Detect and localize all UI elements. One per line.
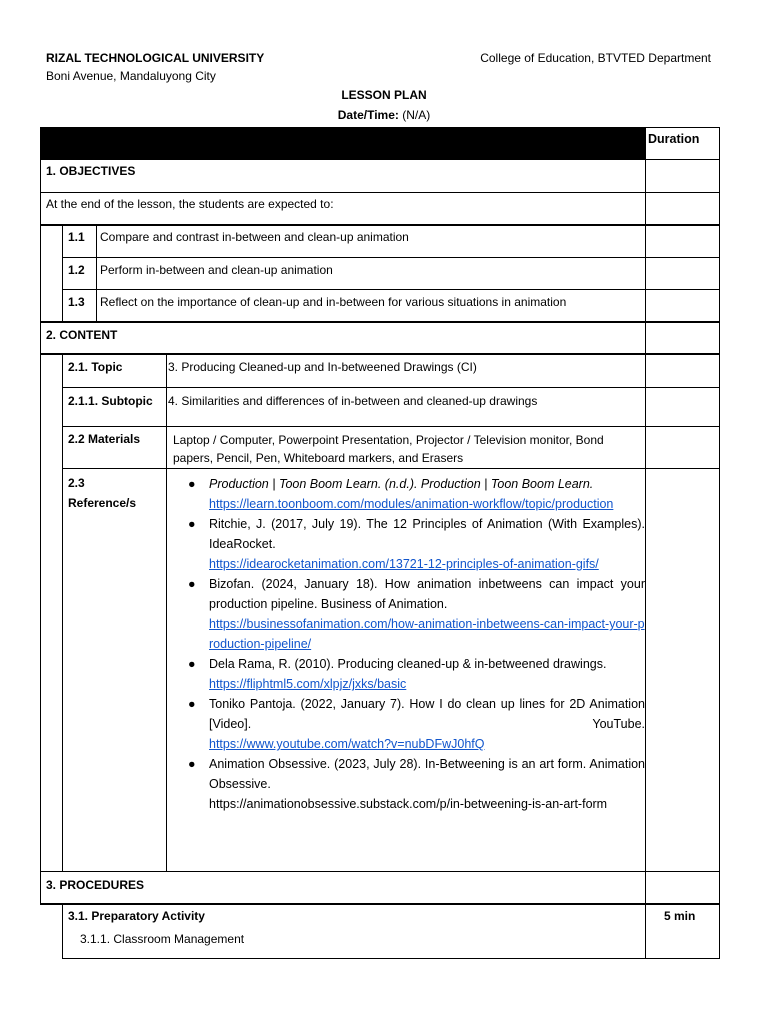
table-border-right xyxy=(719,127,720,959)
row-line xyxy=(62,958,720,959)
procedures-heading: 3. PROCEDURES xyxy=(46,878,145,892)
duration-header: Duration xyxy=(648,132,700,146)
reference-link[interactable]: https://fliphtml5.com/xlpjz/jxks/basic xyxy=(209,677,407,691)
date-label: Date/Time: xyxy=(337,108,399,122)
content-heading: 2. CONTENT xyxy=(46,328,118,342)
column-line xyxy=(62,353,63,871)
row-line xyxy=(62,468,720,469)
reference-item xyxy=(186,474,645,514)
row-line xyxy=(40,353,720,355)
column-line xyxy=(62,903,63,958)
reference-text: Animation Obsessive. (2023, July 28). In-Betweening is an art form. Animation Obsessive. xyxy=(209,757,645,791)
row-line xyxy=(40,192,720,193)
materials-label: 2.2 Materials xyxy=(68,432,141,446)
date-value: (N/A) xyxy=(402,108,431,122)
topic-value: 3. Producing Cleaned-up and In-betweened Drawings (CI) xyxy=(168,360,477,374)
university-name: RIZAL TECHNOLOGICAL UNIVERSITY xyxy=(46,51,265,65)
date-time xyxy=(0,108,768,122)
reference-item xyxy=(186,694,645,754)
reference-item xyxy=(186,514,645,574)
bullet-icon: ● xyxy=(188,697,196,711)
classroom-management: 3.1.1. Classroom Management xyxy=(80,932,245,946)
references-label xyxy=(68,473,136,513)
reference-text: Production | Toon Boom Learn. (n.d.). Production | Toon Boom Learn. xyxy=(209,477,594,491)
objective-number: 1.3 xyxy=(68,295,85,309)
references-label-text: Reference/s xyxy=(68,496,137,510)
duration-column-border xyxy=(645,127,646,959)
preparatory-activity-label: 3.1. Preparatory Activity xyxy=(68,909,205,923)
topic-label: 2.1. Topic xyxy=(68,360,123,374)
row-line xyxy=(62,289,720,290)
objectives-heading: 1. OBJECTIVES xyxy=(46,164,136,178)
bullet-icon: ● xyxy=(188,477,196,491)
objective-text: Perform in-between and clean-up animation xyxy=(100,263,333,277)
reference-text: Toniko Pantoja. (2022, January 7). How I do clean up lines for 2D Animation [Video]. YouTube. xyxy=(209,697,645,731)
preparatory-activity-duration: 5 min xyxy=(664,909,696,923)
reference-text: Bizofan. (2024, January 18). How animation inbetweens can impact your production pipeline. Business of Animation. xyxy=(209,577,645,611)
reference-link[interactable]: https://learn.toonboom.com/modules/animation-workflow/topic/production xyxy=(209,497,614,511)
column-line xyxy=(96,224,97,321)
subtopic-value: 4. Similarities and differences of in-between and cleaned-up drawings xyxy=(168,394,538,408)
table-header-bar xyxy=(41,127,645,159)
column-line xyxy=(62,224,63,321)
bullet-icon: ● xyxy=(188,577,196,591)
reference-item xyxy=(186,654,645,694)
bullet-icon: ● xyxy=(188,657,196,671)
reference-text: Dela Rama, R. (2010). Producing cleaned-up & in-betweened drawings. xyxy=(209,657,607,671)
row-line xyxy=(62,257,720,258)
row-line xyxy=(62,387,720,388)
reference-text: Ritchie, J. (2017, July 19). The 12 Principles of Animation (With Examples). IdeaRocket. xyxy=(209,517,645,551)
objective-number: 1.1 xyxy=(68,230,85,244)
reference-item xyxy=(186,754,645,814)
objective-text: Compare and contrast in-between and clean-up animation xyxy=(100,230,409,244)
materials-value: Laptop / Computer, Powerpoint Presentation, Projector / Television monitor, Bond papers, Pencil, Pen, Whiteboard markers, and Erasers xyxy=(173,433,604,465)
row-line xyxy=(40,871,720,872)
reference-link[interactable]: https://www.youtube.com/watch?v=nubDFwJ0hfQ xyxy=(209,737,485,751)
column-line xyxy=(166,353,167,871)
row-line xyxy=(40,159,720,160)
university-address: Boni Avenue, Mandaluyong City xyxy=(46,69,216,83)
row-line xyxy=(62,426,720,427)
table-border-top xyxy=(40,127,720,128)
table-border-left-2 xyxy=(40,321,41,904)
references-label-number: 2.3 xyxy=(68,476,85,490)
objective-text: Reflect on the importance of clean-up and in-between for various situations in animation xyxy=(100,295,567,309)
lesson-plan-title: LESSON PLAN xyxy=(341,88,427,102)
reference-link[interactable]: https://idearocketanimation.com/13721-12-principles-of-animation-gifs/ xyxy=(209,557,599,571)
row-line xyxy=(40,903,720,905)
reference-item xyxy=(186,574,645,654)
references-list xyxy=(186,474,645,814)
reference-url-text: https://animationobsessive.substack.com/p/in-betweening-is-an-art-form xyxy=(209,797,608,811)
college-department: College of Education, BTVTED Department xyxy=(480,51,711,65)
row-line xyxy=(40,224,720,226)
objective-number: 1.2 xyxy=(68,263,85,277)
reference-link[interactable]: https://businessofanimation.com/how-animation-inbetweens-can-impact-your-production-pipeline/ xyxy=(209,617,645,651)
subtopic-label: 2.1.1. Subtopic xyxy=(68,394,153,408)
row-line xyxy=(40,321,720,323)
bullet-icon: ● xyxy=(188,757,196,771)
objectives-intro: At the end of the lesson, the students are expected to: xyxy=(46,197,334,211)
bullet-icon: ● xyxy=(188,517,196,531)
